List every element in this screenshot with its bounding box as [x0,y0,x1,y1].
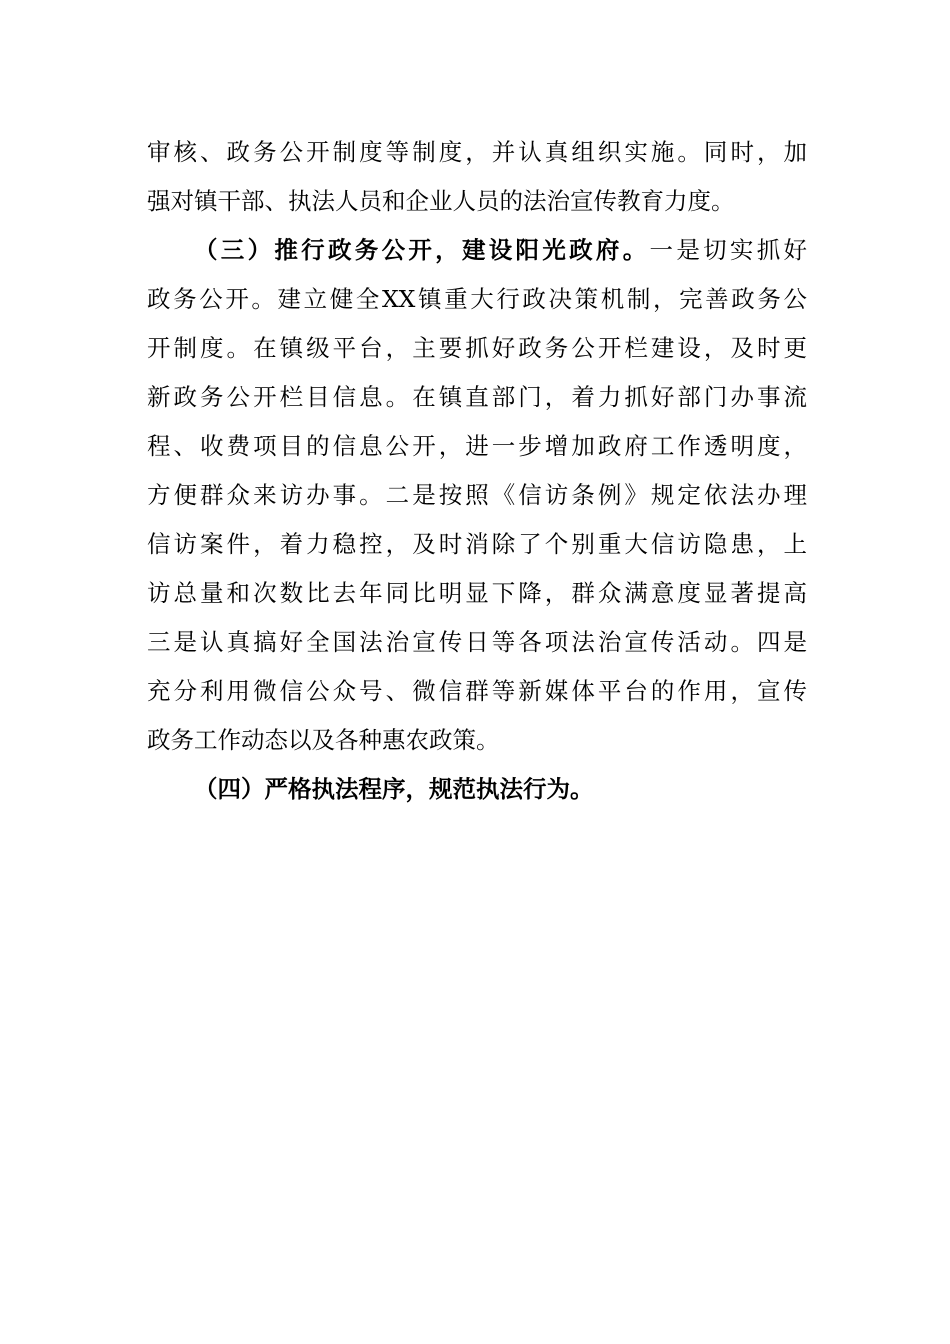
document-body [147,128,807,814]
text-line: 审核、政务公开制度等制度，并认真组织实施。同时，加 [147,138,807,166]
paragraph-2 [147,226,807,765]
text-line: 强对镇干部、执法人员和企业人员的法治宣传教育力度。 [147,187,735,215]
text-line: 政务工作动态以及各种惠农政策。 [147,726,500,754]
text-line: 信访案件，着力稳控，及时消除了个别重大信访隐患，上 [147,530,807,558]
text-line: 方便群众来访办事。二是按照《信访条例》规定依法办理 [147,481,807,509]
paragraph-3-line [147,765,807,814]
text-line: 政务公开。建立健全XX镇重大行政决策机制，完善政务公 [147,285,807,313]
text-line: 访总量和次数比去年同比明显下降，群众满意度显著提高 [147,579,807,607]
text-line: 开制度。在镇级平台，主要抓好政务公开栏建设，及时更 [147,334,807,362]
text-line: 三是认真搞好全国法治宣传日等各项法治宣传活动。四是 [147,628,807,656]
section-heading-4: （四）严格执法程序，规范执法行为。 [194,775,594,803]
paragraph-2-first-line [147,226,807,275]
section-heading-3: （三）推行政务公开，建设阳光政府。 [194,236,650,264]
text-line: 新政务公开栏目信息。在镇直部门，着力抓好部门办事流 [147,383,807,411]
paragraph-3 [147,765,807,814]
text-line: 充分利用微信公众号、微信群等新媒体平台的作用，宣传 [147,677,807,705]
text-line: 程、收费项目的信息公开，进一步增加政府工作透明度， [147,432,807,460]
paragraph-1 [147,128,807,226]
text-fragment: 一是切实抓好 [649,236,808,264]
